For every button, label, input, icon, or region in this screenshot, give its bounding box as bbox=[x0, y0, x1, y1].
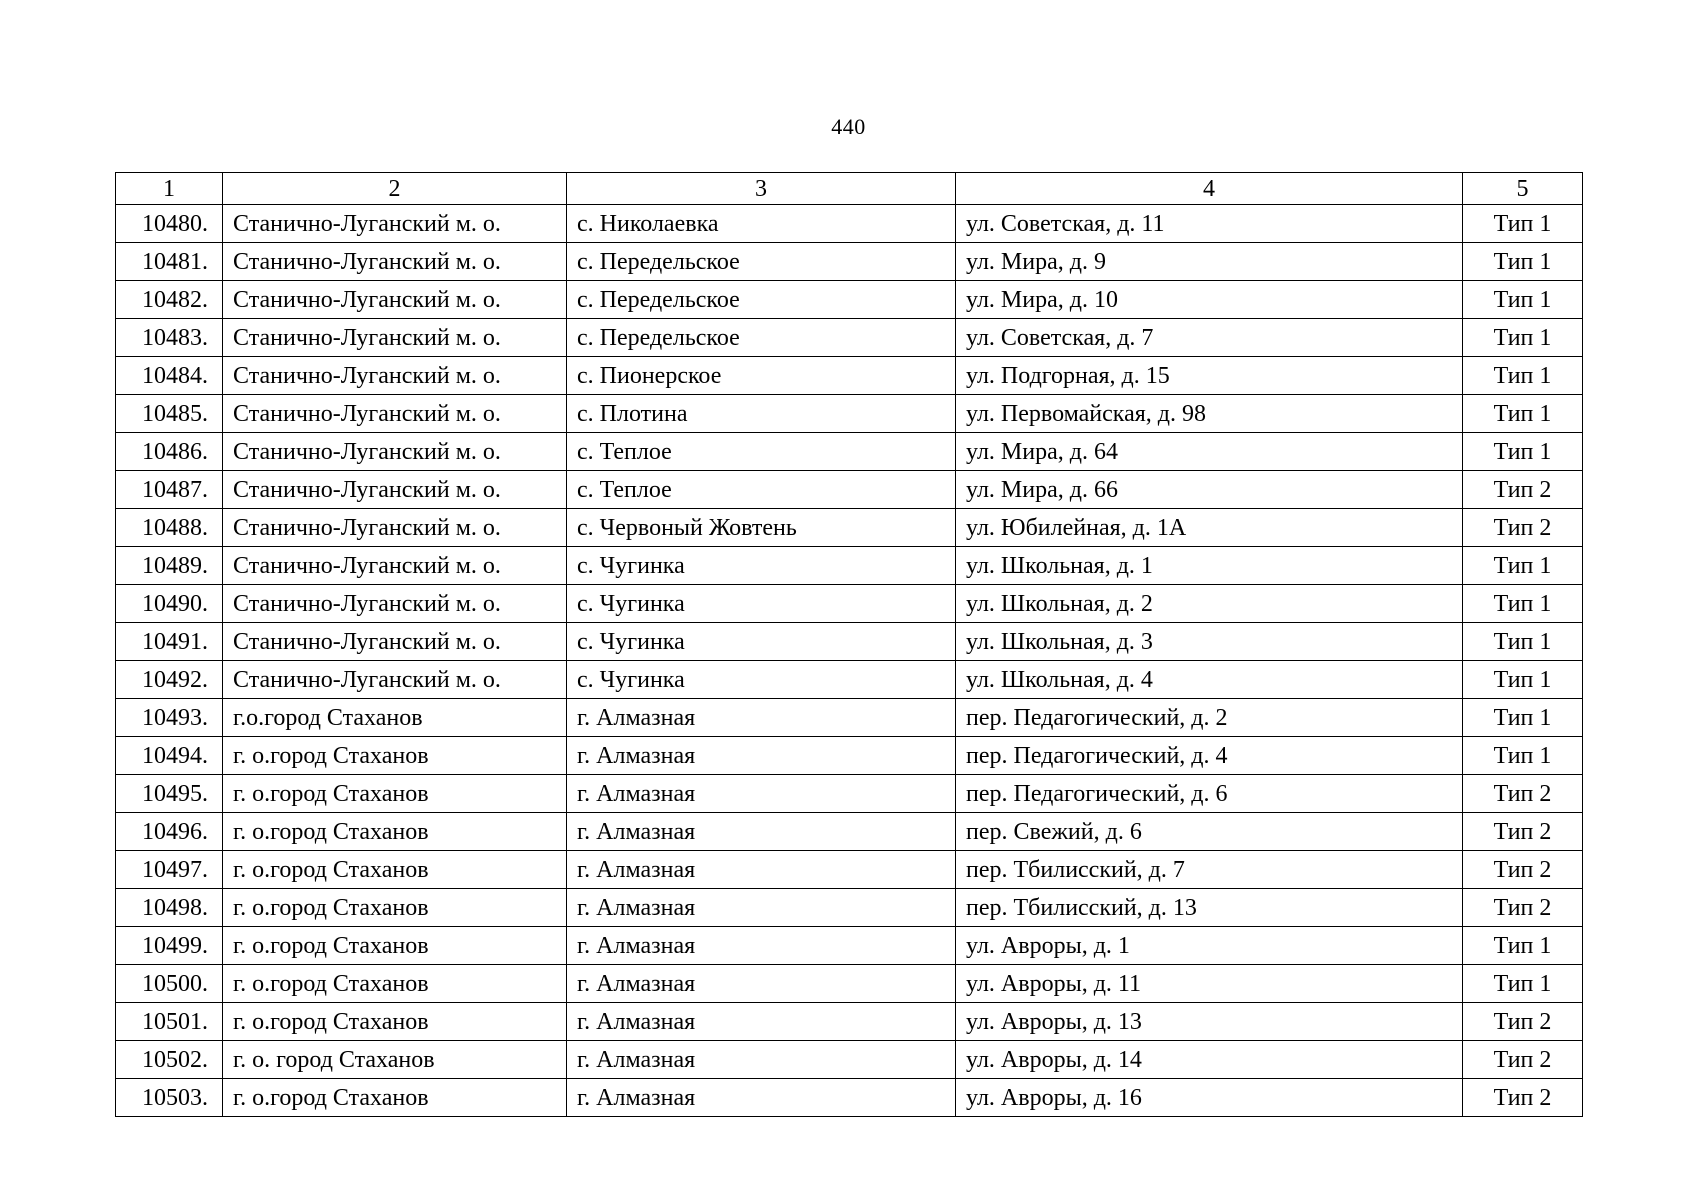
table-row bbox=[116, 1079, 1583, 1117]
cell-settlement: с. Передельское bbox=[567, 243, 956, 281]
cell-type: Тип 2 bbox=[1463, 1079, 1583, 1117]
cell-row-number: 10503. bbox=[116, 1079, 223, 1117]
cell-row-number: 10494. bbox=[116, 737, 223, 775]
cell-settlement: г. Алмазная bbox=[567, 851, 956, 889]
cell-settlement: с. Передельское bbox=[567, 281, 956, 319]
cell-row-number: 10491. bbox=[116, 623, 223, 661]
cell-address: ул. Мира, д. 66 bbox=[956, 471, 1463, 509]
cell-municipality: г. о.город Стаханов bbox=[223, 775, 567, 813]
cell-type: Тип 1 bbox=[1463, 281, 1583, 319]
cell-settlement: с. Чугинка bbox=[567, 547, 956, 585]
table-header bbox=[116, 173, 1583, 205]
column-header-5: 5 bbox=[1463, 173, 1583, 205]
cell-settlement: г. Алмазная bbox=[567, 813, 956, 851]
cell-address: пер. Педагогический, д. 6 bbox=[956, 775, 1463, 813]
cell-type: Тип 2 bbox=[1463, 851, 1583, 889]
cell-type: Тип 1 bbox=[1463, 243, 1583, 281]
cell-row-number: 10489. bbox=[116, 547, 223, 585]
cell-municipality: Станично-Луганский м. о. bbox=[223, 661, 567, 699]
table-row bbox=[116, 889, 1583, 927]
table-row bbox=[116, 205, 1583, 243]
cell-address: ул. Первомайская, д. 98 bbox=[956, 395, 1463, 433]
table-row bbox=[116, 357, 1583, 395]
cell-address: ул. Авроры, д. 1 bbox=[956, 927, 1463, 965]
cell-address: пер. Педагогический, д. 2 bbox=[956, 699, 1463, 737]
cell-row-number: 10496. bbox=[116, 813, 223, 851]
table-row bbox=[116, 547, 1583, 585]
cell-address: ул. Мира, д. 9 bbox=[956, 243, 1463, 281]
cell-type: Тип 1 bbox=[1463, 661, 1583, 699]
cell-row-number: 10497. bbox=[116, 851, 223, 889]
table-row bbox=[116, 927, 1583, 965]
cell-settlement: г. Алмазная bbox=[567, 1041, 956, 1079]
cell-address: ул. Советская, д. 11 bbox=[956, 205, 1463, 243]
table-body bbox=[116, 205, 1583, 1117]
cell-municipality: Станично-Луганский м. о. bbox=[223, 357, 567, 395]
cell-address: ул. Авроры, д. 11 bbox=[956, 965, 1463, 1003]
cell-municipality: г. о.город Стаханов bbox=[223, 851, 567, 889]
cell-type: Тип 1 bbox=[1463, 357, 1583, 395]
page-number: 440 bbox=[831, 114, 866, 139]
table-row bbox=[116, 699, 1583, 737]
cell-type: Тип 2 bbox=[1463, 813, 1583, 851]
cell-type: Тип 1 bbox=[1463, 699, 1583, 737]
cell-type: Тип 2 bbox=[1463, 509, 1583, 547]
cell-municipality: г. о.город Стаханов bbox=[223, 1003, 567, 1041]
cell-row-number: 10487. bbox=[116, 471, 223, 509]
cell-row-number: 10486. bbox=[116, 433, 223, 471]
cell-row-number: 10482. bbox=[116, 281, 223, 319]
table-row bbox=[116, 813, 1583, 851]
cell-settlement: г. Алмазная bbox=[567, 699, 956, 737]
cell-address: пер. Свежий, д. 6 bbox=[956, 813, 1463, 851]
table-row bbox=[116, 471, 1583, 509]
cell-settlement: с. Чугинка bbox=[567, 623, 956, 661]
cell-settlement: г. Алмазная bbox=[567, 1079, 956, 1117]
table-row bbox=[116, 281, 1583, 319]
cell-type: Тип 2 bbox=[1463, 1041, 1583, 1079]
table-row bbox=[116, 965, 1583, 1003]
cell-address: пер. Педагогический, д. 4 bbox=[956, 737, 1463, 775]
cell-row-number: 10483. bbox=[116, 319, 223, 357]
cell-settlement: с. Плотина bbox=[567, 395, 956, 433]
cell-type: Тип 1 bbox=[1463, 395, 1583, 433]
cell-settlement: с. Чугинка bbox=[567, 661, 956, 699]
cell-row-number: 10500. bbox=[116, 965, 223, 1003]
table-row bbox=[116, 585, 1583, 623]
cell-settlement: г. Алмазная bbox=[567, 889, 956, 927]
column-header-4: 4 bbox=[956, 173, 1463, 205]
header-row bbox=[116, 173, 1583, 205]
cell-address: ул. Школьная, д. 2 bbox=[956, 585, 1463, 623]
cell-address: пер. Тбилисский, д. 7 bbox=[956, 851, 1463, 889]
cell-municipality: г. о.город Стаханов bbox=[223, 965, 567, 1003]
table-row bbox=[116, 243, 1583, 281]
cell-type: Тип 1 bbox=[1463, 205, 1583, 243]
cell-municipality: Станично-Луганский м. о. bbox=[223, 205, 567, 243]
table-row bbox=[116, 433, 1583, 471]
cell-settlement: г. Алмазная bbox=[567, 1003, 956, 1041]
cell-settlement: г. Алмазная bbox=[567, 775, 956, 813]
cell-settlement: с. Чугинка bbox=[567, 585, 956, 623]
cell-row-number: 10481. bbox=[116, 243, 223, 281]
cell-address: ул. Авроры, д. 13 bbox=[956, 1003, 1463, 1041]
cell-row-number: 10493. bbox=[116, 699, 223, 737]
cell-municipality: г. о.город Стаханов bbox=[223, 889, 567, 927]
table-row bbox=[116, 1041, 1583, 1079]
table-row bbox=[116, 737, 1583, 775]
cell-municipality: Станично-Луганский м. о. bbox=[223, 509, 567, 547]
cell-type: Тип 2 bbox=[1463, 889, 1583, 927]
table-row bbox=[116, 775, 1583, 813]
cell-address: ул. Авроры, д. 14 bbox=[956, 1041, 1463, 1079]
cell-row-number: 10490. bbox=[116, 585, 223, 623]
table-row bbox=[116, 509, 1583, 547]
cell-row-number: 10480. bbox=[116, 205, 223, 243]
cell-type: Тип 2 bbox=[1463, 1003, 1583, 1041]
cell-municipality: г. о.город Стаханов bbox=[223, 927, 567, 965]
table-row bbox=[116, 623, 1583, 661]
cell-address: пер. Тбилисский, д. 13 bbox=[956, 889, 1463, 927]
cell-row-number: 10498. bbox=[116, 889, 223, 927]
cell-municipality: г.о.город Стаханов bbox=[223, 699, 567, 737]
cell-row-number: 10501. bbox=[116, 1003, 223, 1041]
cell-address: ул. Мира, д. 64 bbox=[956, 433, 1463, 471]
cell-address: ул. Юбилейная, д. 1А bbox=[956, 509, 1463, 547]
cell-address: ул. Школьная, д. 4 bbox=[956, 661, 1463, 699]
cell-municipality: Станично-Луганский м. о. bbox=[223, 319, 567, 357]
cell-type: Тип 1 bbox=[1463, 965, 1583, 1003]
cell-settlement: г. Алмазная bbox=[567, 927, 956, 965]
cell-address: ул. Советская, д. 7 bbox=[956, 319, 1463, 357]
cell-row-number: 10499. bbox=[116, 927, 223, 965]
cell-type: Тип 2 bbox=[1463, 775, 1583, 813]
table-row bbox=[116, 1003, 1583, 1041]
column-header-2: 2 bbox=[223, 173, 567, 205]
cell-address: ул. Школьная, д. 3 bbox=[956, 623, 1463, 661]
cell-municipality: г. о.город Стаханов bbox=[223, 813, 567, 851]
cell-row-number: 10485. bbox=[116, 395, 223, 433]
cell-type: Тип 1 bbox=[1463, 623, 1583, 661]
column-header-3: 3 bbox=[567, 173, 956, 205]
cell-municipality: Станично-Луганский м. о. bbox=[223, 243, 567, 281]
data-table bbox=[115, 172, 1583, 1117]
cell-municipality: Станично-Луганский м. о. bbox=[223, 547, 567, 585]
cell-type: Тип 1 bbox=[1463, 927, 1583, 965]
cell-type: Тип 2 bbox=[1463, 471, 1583, 509]
cell-settlement: г. Алмазная bbox=[567, 965, 956, 1003]
cell-municipality: Станично-Луганский м. о. bbox=[223, 395, 567, 433]
cell-municipality: г. о.город Стаханов bbox=[223, 737, 567, 775]
cell-address: ул. Школьная, д. 1 bbox=[956, 547, 1463, 585]
cell-municipality: Станично-Луганский м. о. bbox=[223, 471, 567, 509]
cell-municipality: г. о. город Стаханов bbox=[223, 1041, 567, 1079]
cell-address: ул. Мира, д. 10 bbox=[956, 281, 1463, 319]
table-row bbox=[116, 661, 1583, 699]
cell-row-number: 10488. bbox=[116, 509, 223, 547]
cell-address: ул. Подгорная, д. 15 bbox=[956, 357, 1463, 395]
column-header-1: 1 bbox=[116, 173, 223, 205]
cell-settlement: с. Червоный Жовтень bbox=[567, 509, 956, 547]
table-row bbox=[116, 851, 1583, 889]
cell-type: Тип 1 bbox=[1463, 319, 1583, 357]
table-row bbox=[116, 319, 1583, 357]
table-row bbox=[116, 395, 1583, 433]
cell-type: Тип 1 bbox=[1463, 547, 1583, 585]
cell-row-number: 10495. bbox=[116, 775, 223, 813]
cell-type: Тип 1 bbox=[1463, 585, 1583, 623]
cell-settlement: с. Пионерское bbox=[567, 357, 956, 395]
cell-settlement: с. Теплое bbox=[567, 471, 956, 509]
cell-type: Тип 1 bbox=[1463, 737, 1583, 775]
cell-settlement: г. Алмазная bbox=[567, 737, 956, 775]
cell-municipality: Станично-Луганский м. о. bbox=[223, 433, 567, 471]
cell-municipality: Станично-Луганский м. о. bbox=[223, 585, 567, 623]
cell-row-number: 10492. bbox=[116, 661, 223, 699]
cell-settlement: с. Передельское bbox=[567, 319, 956, 357]
cell-row-number: 10502. bbox=[116, 1041, 223, 1079]
cell-municipality: г. о.город Стаханов bbox=[223, 1079, 567, 1117]
cell-municipality: Станично-Луганский м. о. bbox=[223, 281, 567, 319]
cell-address: ул. Авроры, д. 16 bbox=[956, 1079, 1463, 1117]
cell-row-number: 10484. bbox=[116, 357, 223, 395]
cell-settlement: с. Теплое bbox=[567, 433, 956, 471]
cell-municipality: Станично-Луганский м. о. bbox=[223, 623, 567, 661]
cell-type: Тип 1 bbox=[1463, 433, 1583, 471]
cell-settlement: с. Николаевка bbox=[567, 205, 956, 243]
